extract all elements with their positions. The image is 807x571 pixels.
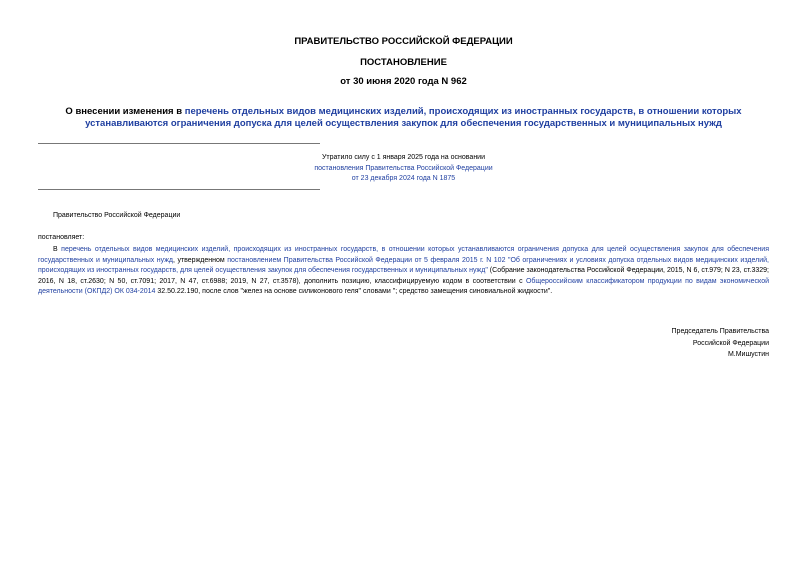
paragraph-text-a: В [53, 246, 62, 253]
paragraph-text-c: (Собрание законодательства Российской Федерации, 2015, N 6, ст.979; N 23, ст.3329; 2016, N 18, ст.2630; N 50, ст.7091; 2017, N 47, ст.6988; 2019, N 27, ст.3578), дополнить позицию, классифицируемую кодом в соответствии с [38, 267, 769, 285]
title-link[interactable]: перечень отдельных видов медицинских изделий, происходящих из иностранных государств, в отношении которых устанавливаются ограничения допуска для целей осуществления закупок для обеспечения государственных и муниципальных нужд [85, 106, 742, 129]
document-type: ПОСТАНОВЛЕНИЕ [360, 57, 447, 68]
status-note-link-decree[interactable]: постановления Правительства Российской Федерации [314, 164, 493, 172]
main-paragraph [38, 245, 769, 298]
signatory-role-2: Российской Федерации [692, 339, 769, 347]
status-note [255, 153, 552, 185]
paragraph-text-b: , утвержденном [172, 256, 228, 264]
status-divider-bottom [38, 189, 320, 190]
status-divider-top [38, 143, 320, 144]
signatory-name: М.Мишустин [727, 351, 769, 358]
status-note-line1: Утратило силу с 1 января 2025 года на основании [321, 154, 486, 161]
status-note-link-date[interactable]: от 23 декабря 2024 года N 1875 [351, 175, 456, 182]
document-title [40, 106, 767, 130]
signature-block [569, 326, 769, 361]
issuer-name: Правительство Российской Федерации [53, 212, 181, 219]
document-date-number: от 30 июня 2020 года N 962 [340, 76, 467, 87]
paragraph-link-decree-102[interactable]: постановлением Правительства Российской Федерации от 5 февраля 2015 г. N 102 "Об ограничениях и условиях допуска отдельных видов медицинских изделий, происходящих из иностранных государств, для целей осуществления закупок для обеспечения государственных и муниципальных нужд" [38, 256, 769, 274]
paragraph-link-okpd2[interactable]: Общероссийским классификатором продукции по видам экономической деятельности (ОКПД2) ОК 034-2014 [38, 277, 769, 295]
decree-word: постановляет: [38, 234, 85, 241]
title-prefix: О внесении изменения в [65, 106, 185, 117]
paragraph-text-d: 32.50.22.190, после слов "желез на основе силиконового геля" словами "; средство замещения синовиальной жидкости". [155, 288, 553, 295]
signatory-role-1: Председатель Правительства [671, 328, 769, 335]
paragraph-link-list[interactable]: перечень отдельных видов медицинских изделий, происходящих из иностранных государств, в отношении которых устанавливаются ограничения допуска для целей осуществления закупок для обеспечения государственных и муниципальных нужд [38, 246, 769, 264]
issuing-authority: ПРАВИТЕЛЬСТВО РОССИЙСКОЙ ФЕДЕРАЦИИ [294, 36, 513, 47]
